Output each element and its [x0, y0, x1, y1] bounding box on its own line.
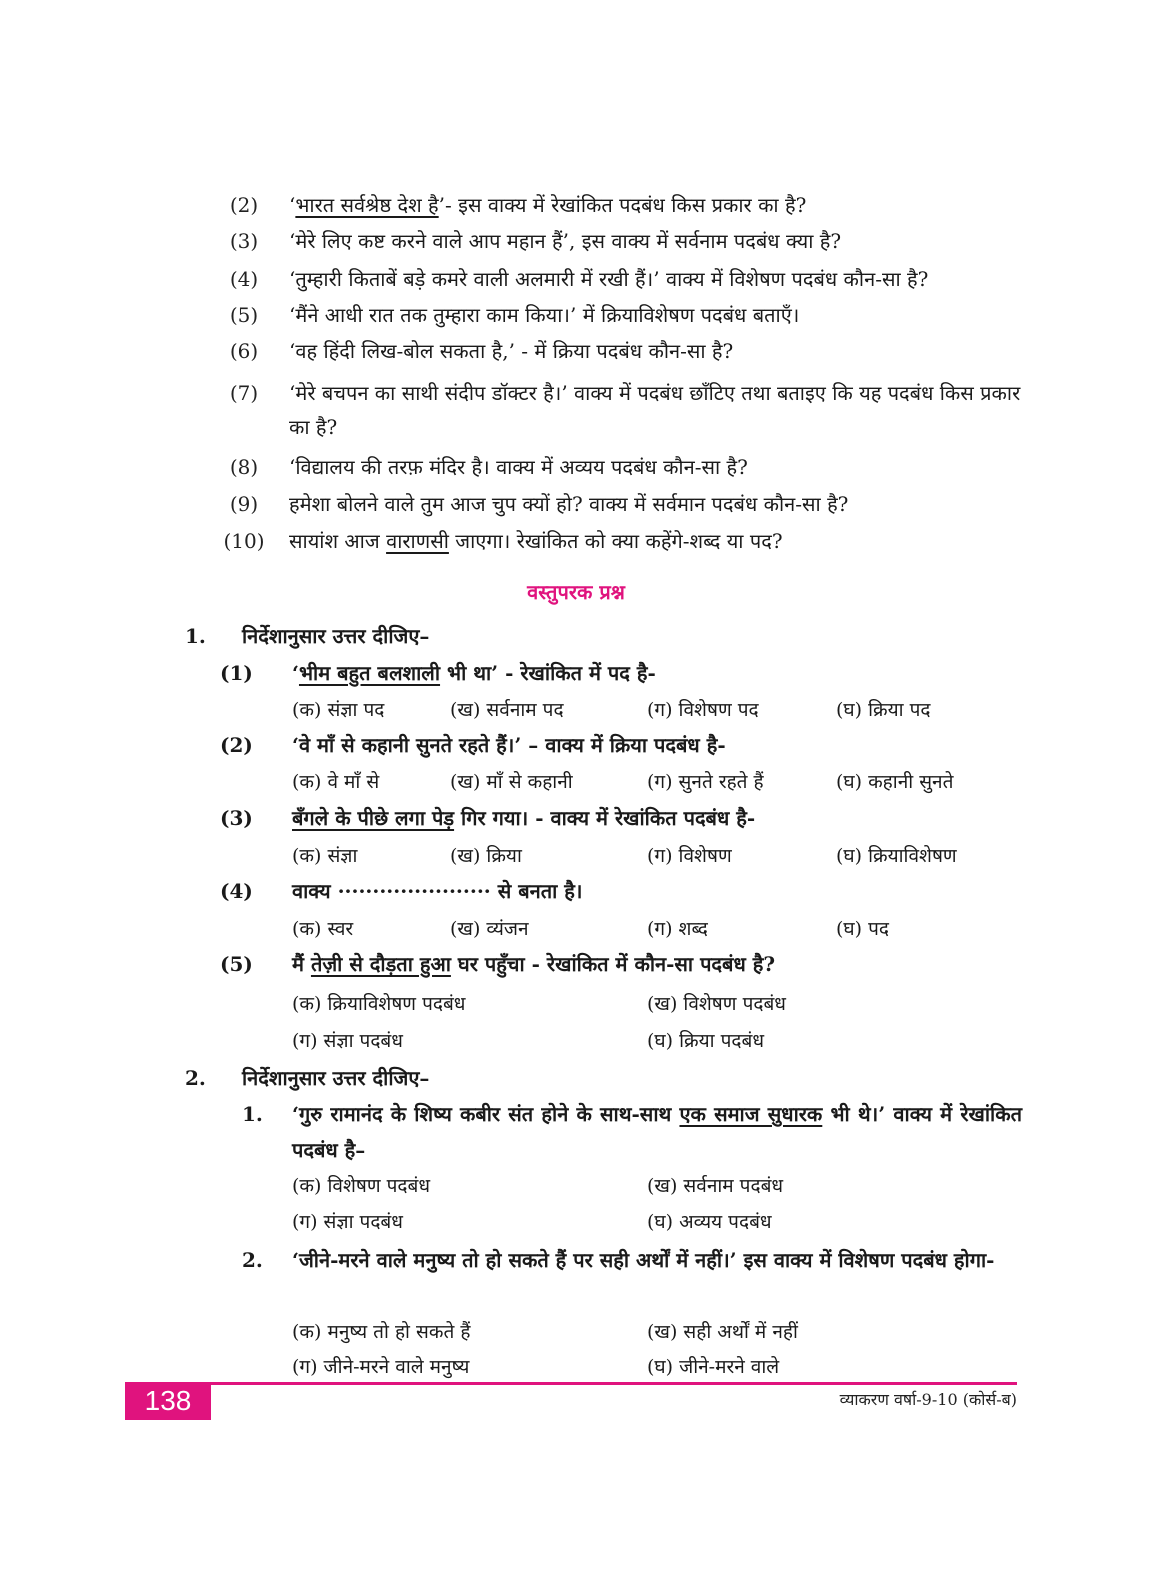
option[interactable]: (ग) विशेषण — [647, 845, 732, 867]
option[interactable]: (ग) संज्ञा पदबंध — [292, 1030, 403, 1052]
mcq-text: ‘वे माँ से कहानी सुनते रहते हैं।’ – वाक्य में क्रिया पदबंध है- — [292, 733, 726, 757]
question-text — [289, 262, 1029, 296]
option[interactable]: (ख) सर्वनाम पद — [450, 699, 564, 721]
underlined-phrase: भारत सर्वश्रेष्ठ देश है — [295, 193, 439, 217]
text-segment: जाएगा। रेखांकित को क्या कहेंगे-शब्द या पद? — [448, 529, 783, 553]
section-title: वस्तुपरक प्रश्न — [527, 580, 625, 604]
subq-number: 2. — [242, 1248, 263, 1272]
mcq-number: (5) — [220, 952, 253, 976]
mcq-text: मैं तेज़ी से दौड़ता हुआ घर पहुँचा - रेखांकित में कौन-सा पदबंध है? — [292, 952, 776, 976]
q1-heading-text: निर्देशानुसार उत्तर दीजिए– — [241, 624, 430, 648]
text-segment: ‘मैंने आधी रात तक तुम्हारा काम किया।’ में क्रियाविशेषण पदबंध बताएँ। — [289, 303, 800, 327]
text-segment: ‘विद्यालय की तरफ़ मंदिर है। वाक्य में अव्यय पदबंध कौन-सा है? — [289, 455, 748, 479]
option[interactable]: (घ) जीने-मरने वाले — [647, 1356, 780, 1378]
text-segment: सायांश आज — [289, 529, 387, 553]
option[interactable]: (क) संज्ञा — [292, 845, 358, 867]
mcq-number: (2) — [220, 733, 253, 757]
option[interactable]: (ग) संज्ञा पदबंध — [292, 1211, 403, 1233]
question-number: (5) — [229, 303, 259, 327]
question-number: (6) — [229, 339, 259, 363]
text-segment: हमेशा बोलने वाले तुम आज चुप क्यों हो? वाक्य में सर्वमान पदबंध कौन-सा है? — [289, 492, 849, 516]
question-text — [289, 450, 1029, 484]
text-segment: ‘तुम्हारी किताबें बड़े कमरे वाली अलमारी में रखी हैं।’ वाक्य में विशेषण पदबंध कौन-सा है? — [289, 267, 929, 291]
option[interactable]: (क) विशेषण पदबंध — [292, 1175, 431, 1197]
option[interactable]: (क) मनुष्य तो हो सकते हैं — [292, 1321, 471, 1343]
option[interactable]: (ख) माँ से कहानी — [450, 771, 573, 793]
q1-heading — [185, 622, 429, 649]
q2-number: 2. — [185, 1066, 206, 1090]
underlined-phrase: वाराणसी — [386, 529, 449, 553]
option[interactable]: (ख) सर्वनाम पदबंध — [647, 1175, 784, 1197]
option[interactable]: (ख) सही अर्थों में नहीं — [647, 1321, 798, 1343]
option[interactable]: (घ) क्रियाविशेषण — [836, 845, 957, 867]
question-number: (2) — [229, 193, 259, 217]
option[interactable]: (घ) पद — [836, 918, 889, 940]
text-segment: ‘मेरे लिए कष्ट करने वाले आप महान हैं’, इस वाक्य में सर्वनाम पदबंध क्या है? — [289, 229, 842, 253]
mcq-text: वाक्य ······················ से बनता है। — [292, 879, 583, 903]
question-text — [289, 376, 1029, 444]
q1-number: 1. — [185, 624, 206, 648]
option[interactable]: (क) स्वर — [292, 918, 354, 940]
option[interactable]: (क) वे माँ से — [292, 771, 380, 793]
q2-heading — [185, 1064, 429, 1091]
subq-number: 1. — [242, 1102, 263, 1126]
option[interactable]: (घ) क्रिया पदबंध — [647, 1030, 765, 1052]
option[interactable]: (घ) अव्यय पदबंध — [647, 1211, 772, 1233]
question-number: (3) — [229, 229, 259, 253]
option[interactable]: (घ) क्रिया पद — [836, 699, 931, 721]
option[interactable]: (ग) सुनते रहते हैं — [647, 771, 764, 793]
question-text — [289, 524, 1029, 558]
option[interactable]: (क) संज्ञा पद — [292, 699, 385, 721]
question-number: (7) — [229, 381, 259, 405]
mcq-text: ‘भीम बहुत बलशाली भी था’ - रेखांकित में पद है- — [292, 661, 656, 685]
book-title: व्याकरण वर्षा-9-10 (कोर्स-ब) — [839, 1390, 1017, 1409]
option[interactable]: (ख) व्यंजन — [450, 918, 529, 940]
footer-divider — [125, 1382, 1017, 1385]
option[interactable]: (ग) विशेषण पद — [647, 699, 759, 721]
question-text — [289, 298, 1029, 332]
mcq-text: बँगले के पीछे लगा पेड़ गिर गया। - वाक्य में रेखांकित पदबंध है- — [292, 806, 756, 830]
mcq-number: (3) — [220, 806, 253, 830]
question-text — [289, 334, 1029, 368]
mcq-number: (4) — [220, 879, 253, 903]
question-text — [289, 224, 1029, 258]
text-segment: ‘मेरे बचपन का साथी संदीप डॉक्टर है।’ वाक्य में पदबंध छाँटिए तथा बताइए कि यह पदबंध किस प्रकार का है? — [289, 381, 1021, 439]
option[interactable]: (घ) कहानी सुनते — [836, 771, 954, 793]
option[interactable]: (ग) शब्द — [647, 918, 708, 940]
question-text — [289, 188, 1029, 222]
option[interactable]: (ख) क्रिया — [450, 845, 522, 867]
subq-text: ‘जीने-मरने वाले मनुष्य तो हो सकते हैं पर सही अर्थों में नहीं।’ इस वाक्य में विशेषण पदबंध होगा- — [292, 1248, 995, 1272]
option[interactable]: (ख) विशेषण पदबंध — [647, 993, 786, 1015]
option[interactable]: (क) क्रियाविशेषण पदबंध — [292, 993, 466, 1015]
text-segment: ‘वह हिंदी लिख-बोल सकता है,’ - में क्रिया पदबंध कौन-सा है? — [289, 339, 734, 363]
page-number: 138 — [125, 1382, 211, 1420]
q2-heading-text: निर्देशानुसार उत्तर दीजिए– — [241, 1066, 430, 1090]
question-number: (9) — [229, 492, 259, 516]
mcq-number: (1) — [220, 661, 253, 685]
question-text — [289, 487, 1029, 521]
question-number: (8) — [229, 455, 259, 479]
question-number: (10) — [223, 529, 265, 553]
text-segment: ‘ — [289, 193, 296, 217]
question-number: (4) — [229, 267, 259, 291]
text-segment: ’- इस वाक्य में रेखांकित पदबंध किस प्रकार का है? — [438, 193, 807, 217]
option[interactable]: (ग) जीने-मरने वाले मनुष्य — [292, 1356, 470, 1378]
subq-text: ‘गुरु रामानंद के शिष्य कबीर संत होने के साथ-साथ एक समाज सुधारक भी थे।’ वाक्य में रेखांकित पदबंध है– — [292, 1102, 1022, 1162]
